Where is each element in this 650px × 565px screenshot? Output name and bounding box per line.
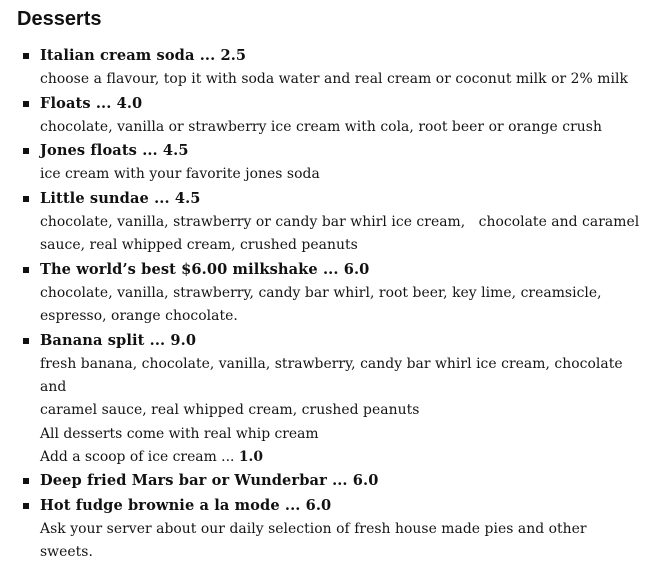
item-name: Little sundae [40,189,149,207]
menu-item-jones-floats [0,139,650,187]
item-description: fresh banana, chocolate, vanilla, strawberry, candy bar whirl ice cream, chocolate and caramel sauce, real whipped cream, crushed peanuts [40,355,623,419]
item-title [40,190,201,207]
item-description: choose a flavour, top it with soda water and real cream or coconut milk or 2% milk [40,71,628,88]
item-description: ice cream with your favorite jones soda [40,166,320,183]
item-title [40,95,142,112]
extra-scoop-price: 1.0 [238,449,263,466]
bullet-icon [23,148,29,154]
bullet-icon [23,196,29,202]
menu-item-deep-fried-bar [0,469,650,493]
item-separator: ... [199,47,216,64]
item-description: Ask your server about our daily selection of fresh house made pies and other sweets. [40,520,592,561]
bullet-icon [23,503,29,509]
item-name: Italian cream soda [40,47,195,64]
bullet-icon [23,338,29,344]
item-description: chocolate, vanilla or strawberry ice cream with cola, root beer or orange crush [40,118,602,135]
item-price: 9.0 [170,331,197,349]
menu-item-milkshake [0,258,650,329]
menu-item-banana-split [0,329,650,470]
item-name: Hot fudge brownie a la mode [40,496,280,514]
menu-item-italian-cream-soda [0,44,650,92]
item-title [40,472,379,489]
item-price: 2.5 [220,47,247,64]
bullet-icon [23,101,29,107]
whip-cream-note: All desserts come with real whip cream [40,425,319,442]
bullet-icon [23,478,29,484]
item-name: Jones floats [40,142,137,160]
item-name: Floats [40,94,91,112]
dessert-list [0,44,650,565]
item-name: Deep fried Mars bar or Wunderbar [40,472,327,490]
item-description: chocolate, vanilla, strawberry, candy bar whirl, root beer, key lime, creamsicle, espresso, orange chocolate. [40,284,602,325]
item-separator: ... [95,94,112,112]
item-price: 6.0 [343,260,370,278]
item-price: 4.0 [116,94,143,112]
item-price: 4.5 [174,189,201,207]
item-separator: ... [142,142,158,160]
item-title [40,142,189,159]
item-title [40,47,246,64]
item-price: 4.5 [162,142,189,160]
section-heading: Desserts [17,8,102,30]
item-separator: ... [332,472,348,490]
menu-item-floats [0,92,650,140]
extra-scoop-text: Add a scoop of ice cream ... [40,449,239,466]
item-title [40,497,331,514]
item-name: Banana split [40,331,145,349]
item-description: chocolate, vanilla, strawberry or candy bar whirl ice cream, chocolate and caramel sauce, real whipped cream, crushed peanuts [40,214,640,254]
item-separator: ... [154,189,170,207]
item-title [40,332,196,349]
item-separator: ... [149,331,166,349]
item-title [40,261,369,278]
menu-item-brownie [0,494,650,565]
item-separator: ... [284,496,301,514]
item-price: 6.0 [305,496,332,514]
bullet-icon [23,267,29,273]
menu-item-little-sundae [0,187,650,258]
bullet-icon [23,53,29,59]
extra-scoop-note [40,446,642,469]
item-name: The world’s best $6.00 milkshake [40,260,318,278]
item-separator: ... [322,260,339,278]
item-price: 6.0 [352,472,379,490]
